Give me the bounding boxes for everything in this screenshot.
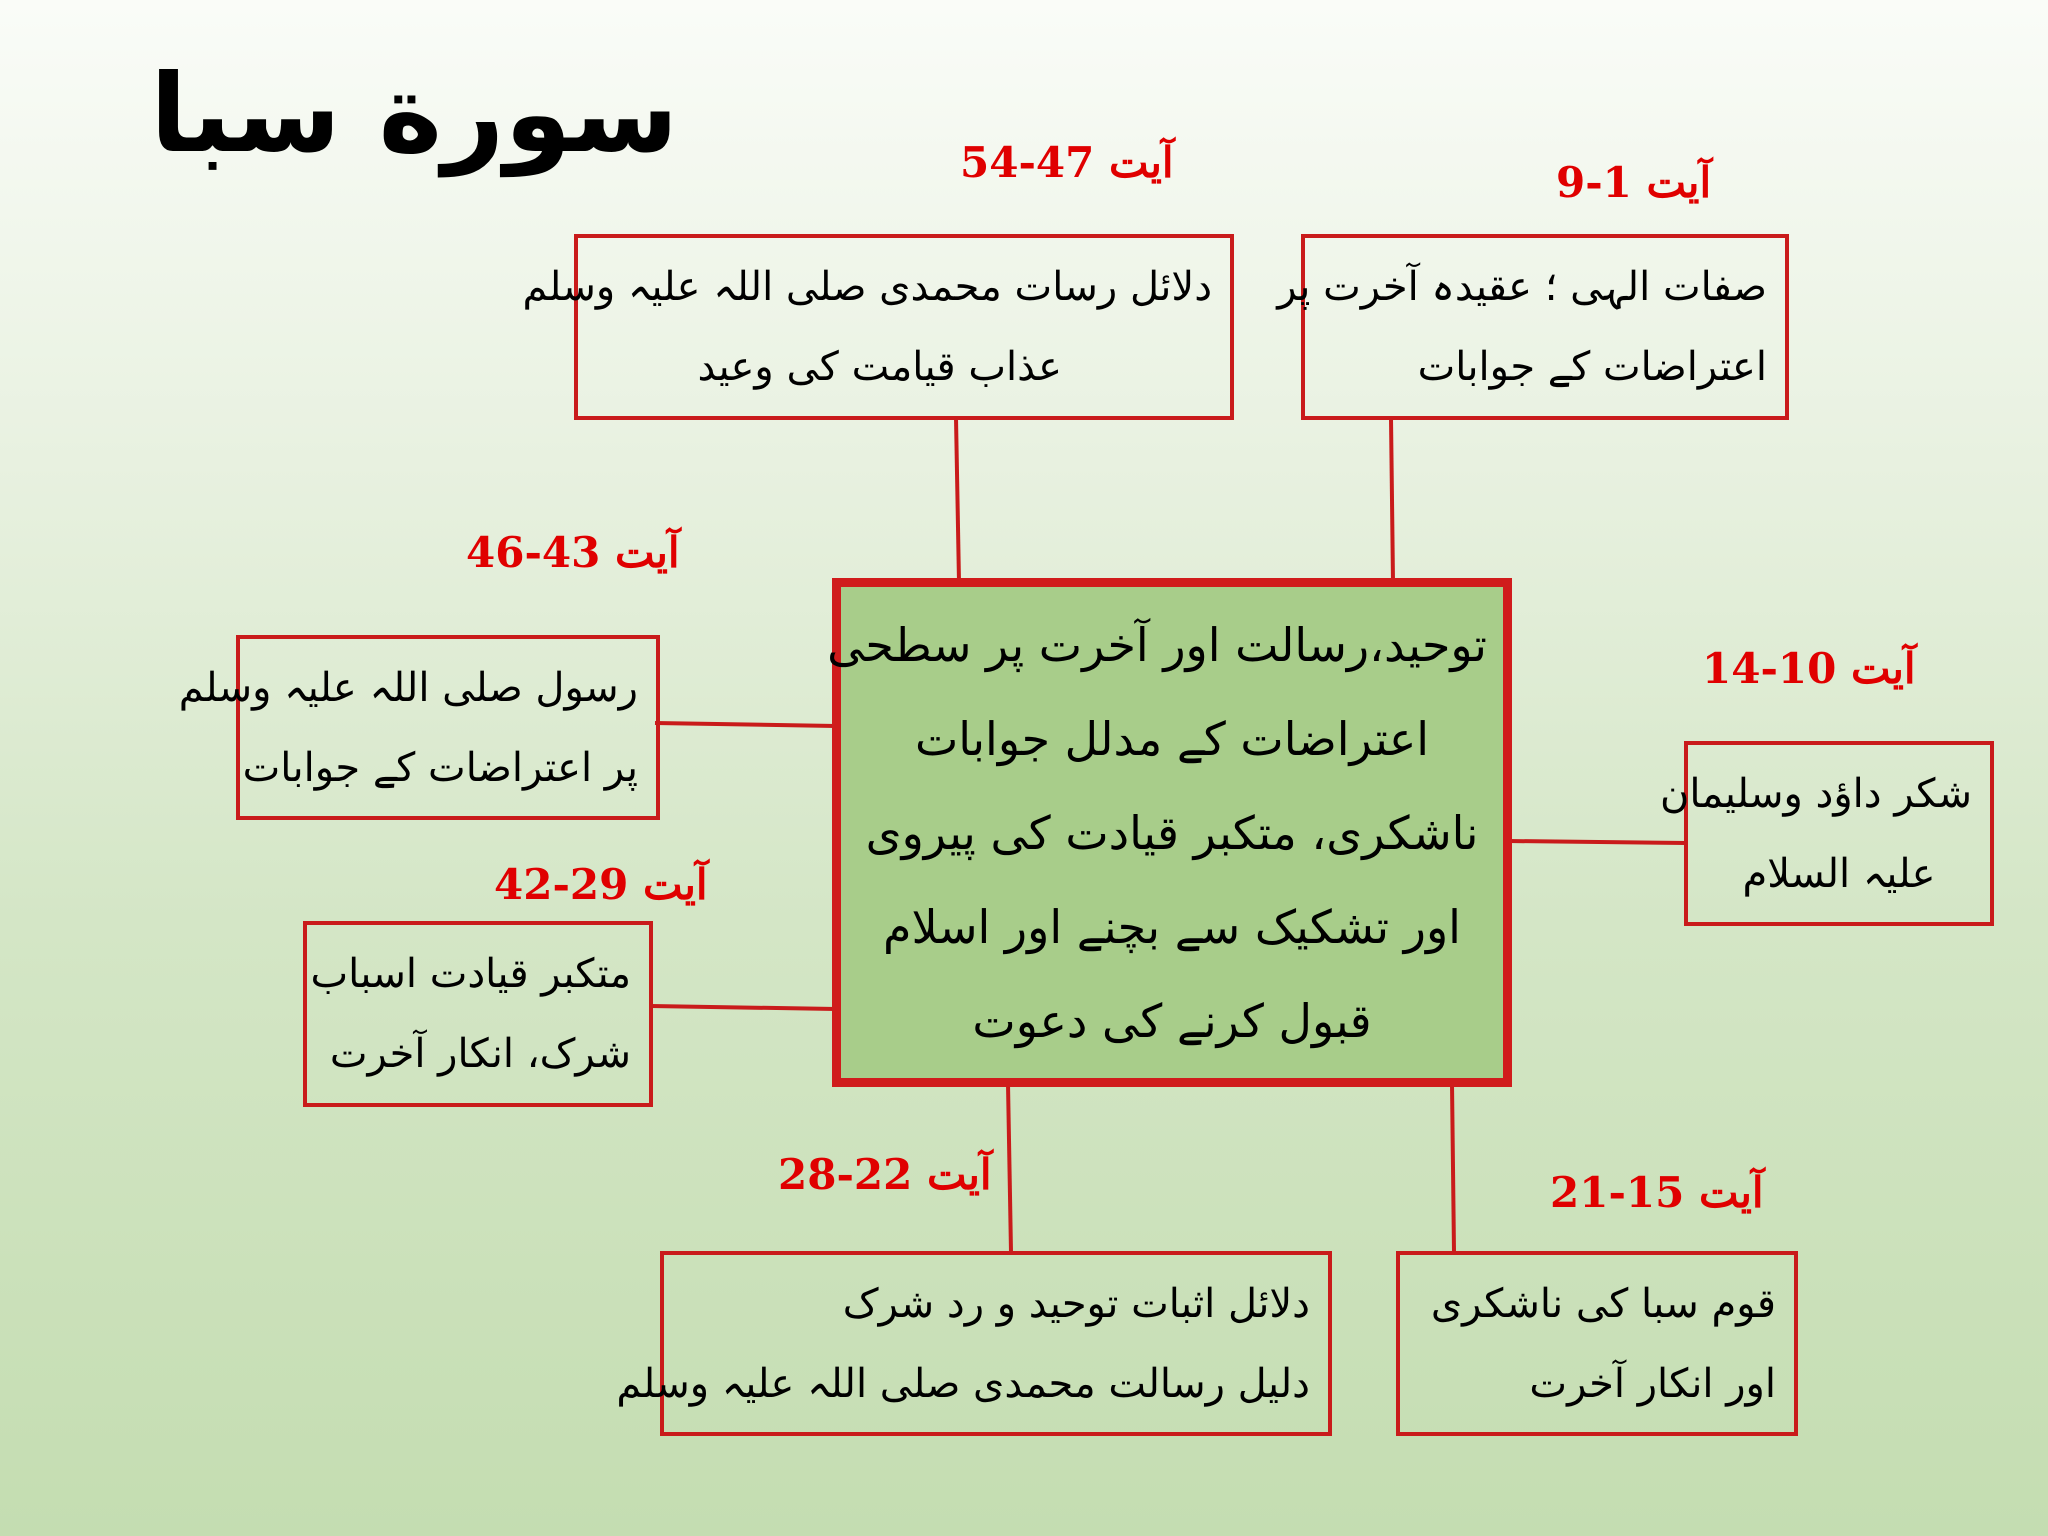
branch-text: دلیل رسالت محمدی صلی اللہ علیہ وسلم	[616, 1360, 1310, 1407]
branch-text: رسول صلی اللہ علیہ وسلم	[178, 664, 638, 711]
branch-box-top-left	[522, 234, 1234, 420]
branch-label-left-lower: آیت 29-42	[494, 860, 708, 909]
branch-box-top-right	[1277, 234, 1789, 420]
branch-label-left-upper: آیت 43-46	[466, 528, 680, 577]
central-text: اعتراضات کے مدلل جوابات	[914, 711, 1430, 766]
branch-label-top-left: آیت 47-54	[960, 138, 1174, 187]
branch-text: شکر داؤد وسلیمان	[1660, 770, 1972, 817]
branch-text: متکبر قیادت اسباب	[310, 951, 631, 997]
branch-text: دلائل اثبات توحید و رد شرک	[842, 1280, 1310, 1327]
branch-text: اور انکار آخرت	[1529, 1360, 1776, 1407]
branch-label-bottom-right: آیت 15-21	[1550, 1168, 1764, 1217]
branch-text: علیہ السلام	[1742, 850, 1936, 897]
central-text: توحید،رسالت اور آخرت پر سطحی	[827, 617, 1487, 672]
branch-text: عذاب قیامت کی وعید	[697, 344, 1062, 390]
branch-box-right	[1660, 741, 1994, 926]
branch-label-right: آیت 10-14	[1702, 644, 1916, 693]
branch-text: قوم سبا کی ناشکری	[1430, 1280, 1776, 1327]
branch-label-bottom-left: آیت 22-28	[778, 1150, 992, 1199]
central-topic-box	[827, 578, 1512, 1087]
central-text: ناشکری، متکبر قیادت کی پیروی	[865, 805, 1479, 860]
branch-box-bottom-left	[616, 1251, 1332, 1436]
branch-text: اعتراضات کے جوابات	[1417, 344, 1767, 390]
branch-box-left-lower	[303, 921, 653, 1107]
branch-box-left-upper	[178, 635, 660, 820]
branch-text: شرک، انکار آخرت	[329, 1031, 631, 1077]
branch-box-bottom-right	[1396, 1251, 1798, 1436]
branch-label-top-right: آیت 1-9	[1556, 158, 1712, 207]
central-text: قبول کرنے کی دعوت	[972, 993, 1372, 1048]
branch-text: پر اعتراضات کے جوابات	[242, 744, 638, 791]
page-title: سورة سبا	[150, 52, 679, 177]
branch-text: صفات الہی ؛ عقیدہ آخرت پر	[1277, 264, 1767, 310]
central-text: اور تشکیک سے بچنے اور اسلام	[883, 899, 1461, 954]
branch-text: دلائل رسات محمدی صلی اللہ علیہ وسلم	[522, 264, 1212, 310]
